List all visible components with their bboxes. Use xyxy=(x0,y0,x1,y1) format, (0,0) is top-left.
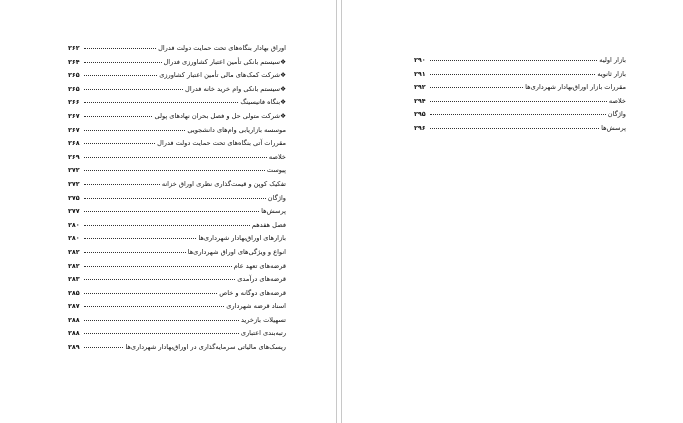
dot-leader xyxy=(84,333,239,334)
dot-leader xyxy=(430,114,606,115)
toc-entry xyxy=(68,219,286,233)
toc-entry-page-number: ۲۸۲ xyxy=(68,261,80,270)
toc-entry-title: موسسه بازاریابی وام‌های دانشجویی xyxy=(187,125,286,134)
dot-leader xyxy=(84,62,162,63)
toc-entry xyxy=(68,164,286,178)
toc-entry xyxy=(68,110,286,124)
toc-entry-title: تفکیک کوپن و قیمت‌گذاری نظری اوراق خزانه xyxy=(161,179,286,188)
toc-entry-page-number: ۲۶۵ xyxy=(68,71,80,80)
dot-leader xyxy=(84,252,186,253)
toc-entry xyxy=(68,124,286,138)
toc-entry-title: خلاصه xyxy=(268,152,286,161)
toc-entry-title: بازارهای اوراق‌بهادار شهرداری‌ها xyxy=(198,234,286,243)
toc-entry xyxy=(68,273,286,287)
toc-entry-title: رتبه‌بندی اعتباری xyxy=(240,329,286,338)
toc-entry xyxy=(68,246,286,260)
toc-entry-page-number: ۲۶۲ xyxy=(68,44,80,52)
dot-leader xyxy=(84,266,232,267)
toc-entry xyxy=(68,151,286,165)
dot-leader xyxy=(84,170,265,171)
dot-leader xyxy=(84,347,123,348)
dot-leader xyxy=(84,198,266,199)
toc-entry-title: واژگان xyxy=(267,193,286,202)
toc-entry-title: مقررات آتی بنگاه‌های تحت حمایت دولت فدرال xyxy=(157,139,286,148)
toc-entry xyxy=(68,178,286,192)
toc-entry-title: انواع و ویژگی‌های اوراق شهرداری‌ها xyxy=(187,247,286,256)
toc-entry xyxy=(68,314,286,328)
dot-leader xyxy=(84,89,183,90)
toc-entry-title: پرسش‌ها xyxy=(601,123,626,132)
toc-entry-title: ❖شرکت متولی حل و فصل بحران نهادهای پولی xyxy=(154,111,286,120)
toc-entry-page-number: ۲۶۷ xyxy=(68,111,80,120)
dot-leader xyxy=(84,306,224,307)
dot-leader xyxy=(430,87,523,88)
toc-entry-title: ❖بنگاه فانیسینگ xyxy=(240,98,286,107)
toc-entry xyxy=(68,56,286,70)
toc-entry xyxy=(414,122,626,136)
toc-entry-page-number: ۲۸۳ xyxy=(68,275,80,284)
right-toc xyxy=(414,54,626,136)
toc-entry-title: مقررات بازار اوراق‌بهادار شهرداری‌ها xyxy=(525,83,626,92)
toc-entry-title: قرضه‌های تعهد عام xyxy=(233,261,286,270)
toc-entry-page-number: ۲۸۵ xyxy=(68,288,80,297)
dot-leader xyxy=(84,320,239,321)
dot-leader xyxy=(84,130,185,131)
toc-entry-page-number: ۲۶۵ xyxy=(68,84,80,93)
toc-entry-page-number: ۲۸۰ xyxy=(68,220,80,229)
toc-entry xyxy=(68,192,286,206)
toc-entry-title: قرضه‌های دوگانه و خاص xyxy=(219,288,286,297)
dot-leader xyxy=(84,116,152,117)
dot-leader xyxy=(430,101,607,102)
dot-leader xyxy=(84,75,157,76)
toc-entry-page-number: ۲۸۸ xyxy=(68,329,80,338)
dot-leader xyxy=(430,60,597,61)
toc-entry-page-number: ۲۸۲ xyxy=(68,247,80,256)
toc-entry-title: پیوست xyxy=(266,166,286,175)
dot-leader xyxy=(84,48,156,49)
toc-entry-title: اسناد قرضه شهرداری xyxy=(226,302,286,311)
toc-entry xyxy=(68,205,286,219)
toc-entry-title: ❖شرکت کمک‌های مالی تأمین اعتبار کشاورزی xyxy=(159,71,286,80)
toc-entry xyxy=(68,232,286,246)
toc-entry-page-number: ۲۶۶ xyxy=(68,98,80,107)
dot-leader xyxy=(430,74,595,75)
toc-entry-title: فصل هفدهم xyxy=(251,220,286,229)
toc-entry-title: ریسک‌های مالیاتی سرمایه‌گذاری در اوراق‌بهادار شهرداری‌ها xyxy=(125,343,286,352)
dot-leader xyxy=(430,128,599,129)
dot-leader xyxy=(84,238,196,239)
toc-entry-page-number: ۲۹۴ xyxy=(414,96,426,105)
toc-entry xyxy=(68,341,286,355)
toc-entry xyxy=(414,95,626,109)
toc-entry xyxy=(68,287,286,301)
toc-entry-page-number: ۲۸۸ xyxy=(68,315,80,324)
toc-entry xyxy=(68,300,286,314)
toc-entry xyxy=(414,108,626,122)
dot-leader xyxy=(84,102,238,103)
toc-entry-page-number: ۲۷۵ xyxy=(68,193,80,202)
toc-entry-title: واژگان xyxy=(607,110,626,119)
toc-entry-page-number: ۲۶۷ xyxy=(68,125,80,134)
toc-entry xyxy=(68,42,286,56)
toc-entry xyxy=(414,81,626,95)
toc-entry-title: بازار ثانویه xyxy=(597,69,626,78)
toc-entry-title: تسهیلات بازخرید xyxy=(240,315,286,324)
toc-entry xyxy=(414,54,626,68)
dot-leader xyxy=(84,184,160,185)
toc-entry-page-number: ۲۹۵ xyxy=(414,110,426,119)
toc-entry-page-number: ۲۹۶ xyxy=(414,123,426,132)
dot-leader xyxy=(84,211,259,212)
toc-entry xyxy=(414,68,626,82)
toc-entry-page-number: ۲۹۲ xyxy=(414,83,426,92)
toc-entry-page-number: ۲۸۹ xyxy=(68,343,80,352)
dot-leader xyxy=(84,293,217,294)
toc-entry-page-number: ۲۹۰ xyxy=(414,56,426,64)
toc-entry-title: پرسش‌ها xyxy=(261,207,286,216)
toc-entry-page-number: ۲۶۴ xyxy=(68,57,80,66)
toc-entry-page-number: ۲۸۷ xyxy=(68,302,80,311)
dot-leader xyxy=(84,279,235,280)
toc-entry xyxy=(68,96,286,110)
dot-leader xyxy=(84,157,267,158)
toc-entry-title: اوراق بهادار بنگاه‌های تحت حمایت دولت فدرال xyxy=(158,44,286,52)
toc-entry-title: ❖سیستم بانکی وام خرید خانه فدرال xyxy=(185,84,286,93)
toc-entry xyxy=(68,137,286,151)
toc-entry-page-number: ۲۷۲ xyxy=(68,179,80,188)
dot-leader xyxy=(84,225,250,226)
toc-entry-page-number: ۲۸۰ xyxy=(68,234,80,243)
toc-entry-title: قرضه‌های درآمدی xyxy=(237,275,286,284)
toc-entry-page-number: ۲۷۲ xyxy=(68,166,80,175)
toc-entry xyxy=(68,69,286,83)
toc-entry-title: ❖سیستم بانکی تأمین اعتبار کشاورزی فدرال xyxy=(163,57,286,66)
toc-entry xyxy=(68,83,286,97)
toc-entry-title: خلاصه xyxy=(608,96,626,105)
left-toc xyxy=(68,42,286,355)
dot-leader xyxy=(84,143,155,144)
toc-entry-page-number: ۲۹۱ xyxy=(414,69,426,78)
toc-entry-title: بازار اولیه xyxy=(599,56,626,64)
toc-entry-page-number: ۲۶۸ xyxy=(68,139,80,148)
toc-entry-page-number: ۲۷۷ xyxy=(68,207,80,216)
toc-entry-page-number: ۲۶۹ xyxy=(68,152,80,161)
toc-entry xyxy=(68,327,286,341)
toc-entry xyxy=(68,260,286,274)
